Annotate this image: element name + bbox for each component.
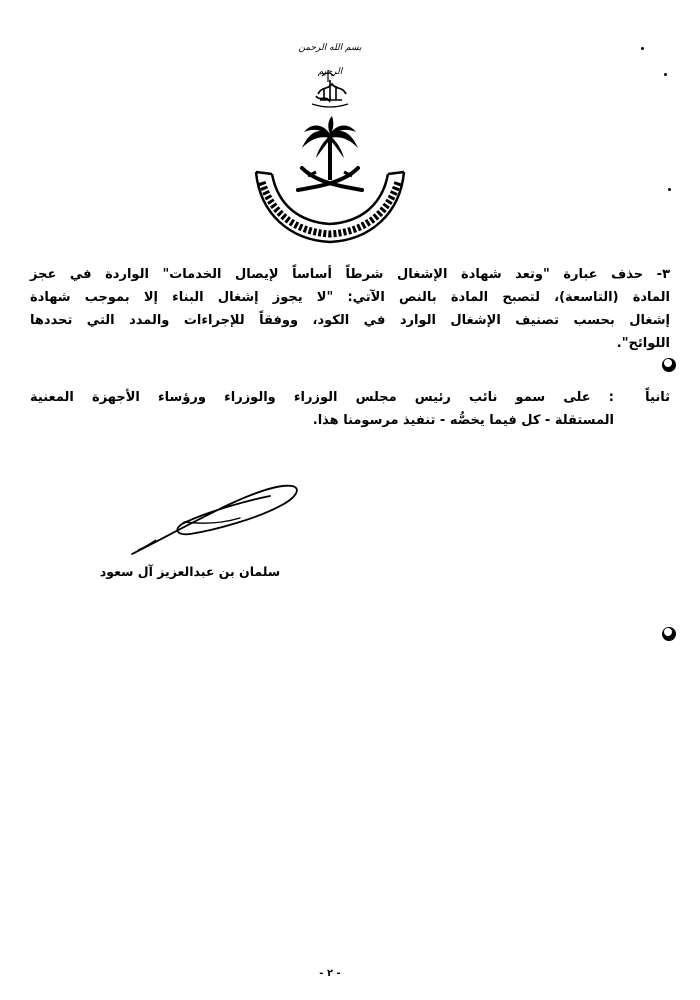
second-clause-line: المستقلة - كل فيما يخصُّه - تنفيذ مرسومنا هذا. [312, 413, 614, 428]
basmala-text: بسم الله الرحمن الرحيم [298, 43, 362, 77]
second-label: ثانياً [645, 390, 670, 405]
palm-tree [302, 116, 358, 180]
scan-speck [641, 47, 644, 50]
second-clause [30, 386, 670, 432]
signatory-name: سلمان بن عبدالعزيز آل سعود [99, 564, 281, 579]
clause-3-line: ٣- حذف عبارة "وتعد شهادة الإشغال شرطاً أساساً لإيصال الخدمات" الواردة في عجز [30, 267, 670, 282]
handwritten-signature [120, 478, 310, 568]
saudi-emblem-icon [250, 64, 410, 250]
margin-bullet-icon [662, 358, 676, 372]
clause-3-line: المادة (التاسعة)، لتصبح المادة بالنص الآتي: "لا يجوز إشغال البناء إلا بموجب شهادة [30, 290, 670, 305]
margin-bullet-icon [662, 627, 676, 641]
clause-3-line: اللوائح". [616, 336, 670, 351]
clause-3 [30, 263, 670, 355]
basmala-calligraphy [290, 36, 370, 77]
page-number: - ٢ - [319, 968, 341, 979]
clause-3-line: إشغال بحسب تصنيف الإشغال الوارد في الكود، ووفقاً للإجراءات والمدد التي تحددها [30, 313, 670, 328]
shahada-calligraphy [312, 70, 348, 107]
second-clause-line: : على سمو نائب رئيس مجلس الوزراء والوزراء ورؤساء الأجهزة المعنية [30, 390, 614, 405]
scan-speck [664, 73, 667, 76]
scan-speck [668, 188, 671, 191]
